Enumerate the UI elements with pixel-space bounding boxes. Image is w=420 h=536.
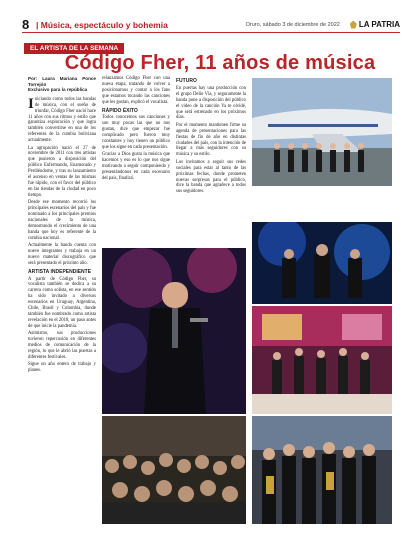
byline bbox=[28, 76, 96, 93]
photo-tv-studio bbox=[252, 306, 392, 414]
article-column-3 bbox=[176, 76, 246, 246]
subheading: ARTISTA INDEPENDIENTE bbox=[28, 268, 92, 275]
section-kicker: EL ARTISTA DE LA SEMANA bbox=[24, 43, 124, 54]
paragraph: Asimismo, sus producciones tuvieron repercusión en diferentes medios de comunicación de la región, lo que le abrió las puertas a diferentes festivales. bbox=[28, 331, 96, 360]
paragraph: Los invitamos a seguir sus redes sociales para estar al tanto de las próximas fechas, donde prometen nuevas sorpresas para el público, dice la banda que agradece a todos sus seguidores. bbox=[176, 159, 246, 195]
paragraph: Actualmente la banda cuenta con nueve integrantes y trabaja en un nuevo material discográfico que será presentado el próximo año. bbox=[28, 243, 96, 266]
dateline: Oruro, sábado 3 de diciembre de 2022 bbox=[245, 21, 340, 28]
article-column-1 bbox=[28, 76, 96, 516]
page-number: 8 bbox=[22, 17, 30, 32]
page-header bbox=[22, 17, 400, 33]
paragraph: Sigue un año entero de trabajo y planes. bbox=[28, 362, 96, 374]
paragraph: Desde ese momento recorrió los principales escenarios del país y fue nominado a los principales premios nacionales de la música, demostrando el crecimiento de una banda que hoy es referente de la cumbia nacional. bbox=[28, 200, 96, 241]
byline-role: Exclusivo para la república bbox=[28, 87, 88, 93]
logo-text: LA PATRIA bbox=[358, 20, 400, 29]
logo-emblem-icon bbox=[350, 21, 357, 29]
photo-band-group bbox=[252, 416, 392, 524]
paragraph: relanzamos Código Fher con una nueva etapa, tratando de volver a posicionarnos y contar a los fans que estamos tocando las canciones que les gustan, explicó el vocalista. bbox=[102, 76, 170, 105]
photo-singer-stage bbox=[102, 248, 246, 414]
section-title: | Música, espectáculo y bohemia bbox=[36, 19, 168, 30]
paragraph: La agrupación nació el 27 de noviembre de 2011 con tres artistas que pusieron a disposición del público Enfermando, Enamorado y Perdiéndome, y tras su lanzamiento el ascenso en ventas de las mismas fue rápido, con el favor del público en las tiendas de la ciudad en poco tiempo. bbox=[28, 145, 96, 198]
byline-author: Por: Laura Mariana Ponce Torrejón bbox=[28, 76, 96, 87]
paragraph bbox=[28, 97, 96, 144]
subheading: RÁPIDO ÉXITO bbox=[102, 107, 138, 114]
paragraph: Todos conocemos sus canciones y son muy pocas las que no nos gustan, dice que empezar fue complicado pero fueron muy constantes y hoy tienen un público que los sigue en cada presentación. bbox=[102, 115, 170, 150]
paragraph: Por el momento mantienen firme su agenda de presentaciones para las fiestas de fin de año en distintas ciudades del país, con la intención de llegar a más seguidores con su música y su estilo. bbox=[176, 122, 246, 158]
subheading: FUTURO bbox=[176, 78, 197, 84]
paragraph-text: niciando como todos las bandas de música, con el sueño de triunfar, Código Fher nació hace 11 años con sus ritmos y estilo que garantiza exploración y que logra también convertirse en una de los referentes de la cumbia boliviana actualmente. bbox=[28, 96, 96, 144]
article-column-3-continued bbox=[252, 188, 392, 220]
dropcap: I bbox=[28, 95, 34, 112]
photo-band-blue-lights bbox=[252, 222, 392, 304]
newspaper-logo bbox=[350, 20, 400, 29]
article-column-2 bbox=[102, 76, 170, 246]
paragraph: Gracias a Dios gusta la música que hacemos y eso es lo que nos sigue motivando a seguir componiendo y presentándonos en cada escenario del país, finalizó. bbox=[102, 152, 170, 181]
photo-crowd bbox=[102, 416, 246, 524]
article-headline: Código Fher, 11 años de música bbox=[64, 52, 376, 74]
photo-band-airplane bbox=[252, 78, 392, 186]
paragraph: En puertas hay una producción con el grupo Delio Vía, y seguramente la banda pone a disposición del público el video de la canción Ya te olvidé, que será estrenado en los próximos días. bbox=[176, 85, 246, 121]
paragraph: A partir de Código Fher, su vocalista también se dedica a su carrera como solista, en ese sentido ha sido invitado a diversos escenarios en Uruguay, Argentina, Chile, Brasil y Colombia, donde también fue nombrado como artista revelación en el 2018, un paso antes de que inicie la pandemia. bbox=[28, 276, 96, 329]
